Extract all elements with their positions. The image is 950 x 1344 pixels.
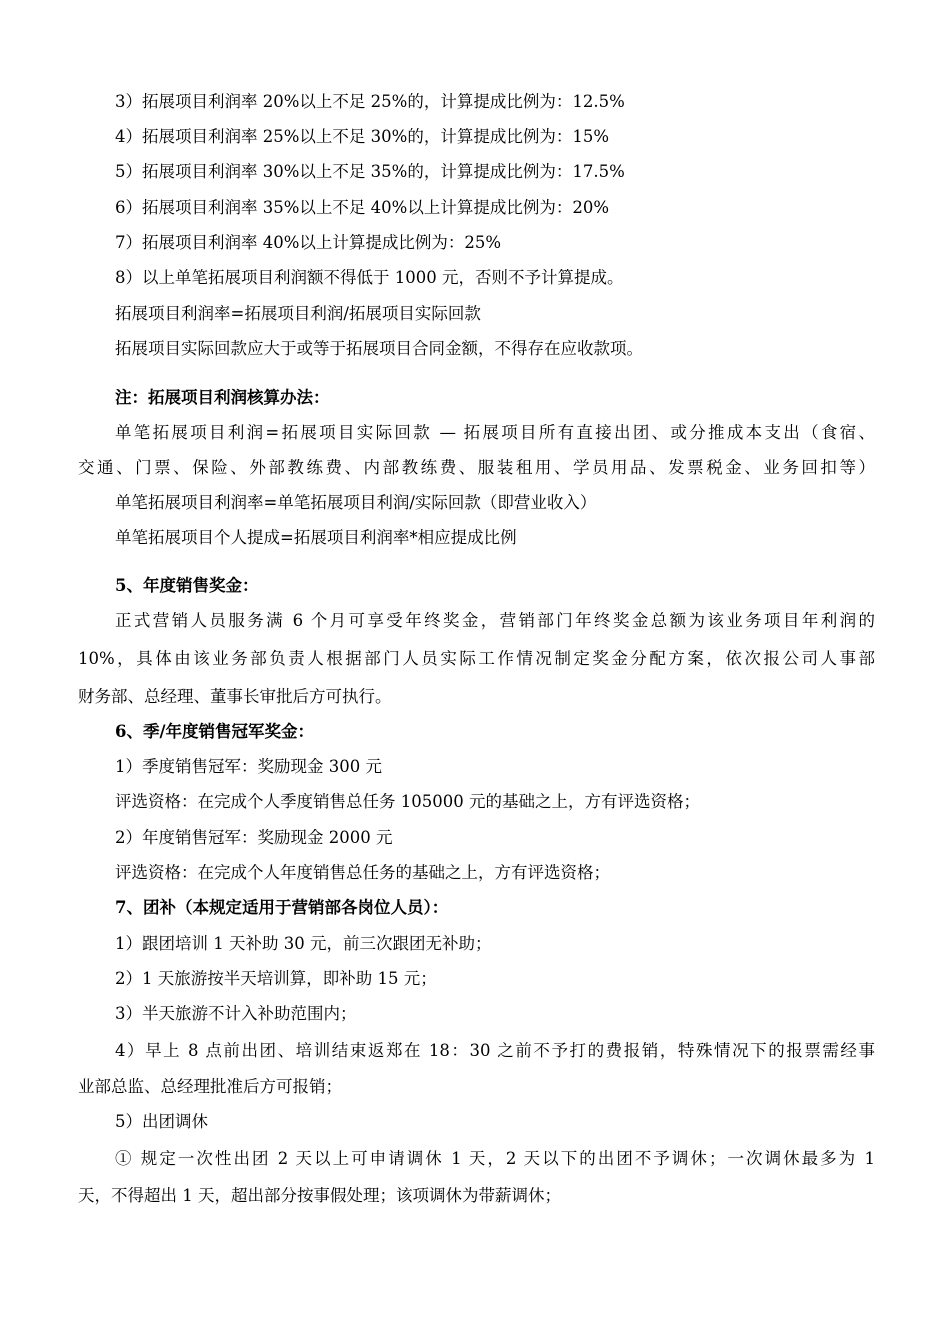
section7-item4-line2: 业部总监、总经理批准后方可报销； [78, 1077, 342, 1096]
section6-quarterly-eligibility: 评选资格：在完成个人季度销售总任务 105000 元的基础之上，方有评选资格； [115, 792, 700, 811]
section7-item5: 5）出团调休 [115, 1112, 208, 1131]
section5-heading: 5、年度销售奖金： [115, 576, 259, 595]
section6-annual-eligibility: 评选资格：在完成个人年度销售总任务的基础之上，方有评选资格； [115, 863, 610, 882]
section5-line1: 正式营销人员服务满 6 个月可享受年终奖金，营销部门年终奖金总额为该业务项目年利润的 [115, 611, 875, 630]
payment-requirement: 拓展项目实际回款应大于或等于拓展项目合同金额，不得存在应收款项。 [115, 339, 643, 358]
note-heading: 注：拓展项目利润核算办法： [115, 388, 330, 407]
section7-heading: 7、团补（本规定适用于营销部各岗位人员）： [115, 898, 449, 917]
rate-item-3: 3）拓展项目利润率 20%以上不足 25%的，计算提成比例为：12.5% [115, 92, 625, 111]
section6-annual-champion: 2）年度销售冠军：奖励现金 2000 元 [115, 828, 393, 847]
rate-item-5: 5）拓展项目利润率 30%以上不足 35%的，计算提成比例为：17.5% [115, 162, 625, 181]
section7-item1: 1）跟团培训 1 天补助 30 元，前三次跟团无补助； [115, 934, 492, 953]
section7-item3: 3）半天旅游不计入补助范围内； [115, 1004, 357, 1023]
note-rate-formula: 单笔拓展项目利润率=单笔拓展项目利润/实际回款（即营业收入） [115, 493, 597, 512]
section7-item6-line1: ① 规定一次性出团 2 天以上可申请调休 1 天，2 天以下的出团不予调休；一次调休最多为 1 [115, 1149, 875, 1168]
rate-item-4: 4）拓展项目利润率 25%以上不足 30%的，计算提成比例为：15% [115, 127, 610, 146]
note-commission-formula: 单笔拓展项目个人提成=拓展项目利润率*相应提成比例 [115, 528, 517, 547]
note-profit-formula-line2: 交通、门票、保险、外部教练费、内部教练费、服装租用、学员用品、发票税金、业务回扣等） [78, 458, 875, 477]
rate-item-7: 7）拓展项目利润率 40%以上计算提成比例为：25% [115, 233, 502, 252]
section6-quarterly-champion: 1）季度销售冠军：奖励现金 300 元 [115, 757, 382, 776]
section5-line2: 10%，具体由该业务部负责人根据部门人员实际工作情况制定奖金分配方案，依次报公司人事部 [78, 649, 875, 668]
section7-item6-line2: 天，不得超出 1 天，超出部分按事假处理；该项调休为带薪调休； [78, 1186, 561, 1205]
section7-item4-line1: 4）早上 8 点前出团、培训结束返郑在 18：30 之前不予打的费报销，特殊情况下的报票需经事 [115, 1041, 875, 1060]
section7-item2: 2）1 天旅游按半天培训算，即补助 15 元； [115, 969, 437, 988]
section6-heading: 6、季/年度销售冠军奖金： [115, 722, 315, 741]
rate-item-6: 6）拓展项目利润率 35%以上不足 40%以上计算提成比例为：20% [115, 198, 610, 217]
profit-rate-formula: 拓展项目利润率=拓展项目利润/拓展项目实际回款 [115, 304, 481, 323]
note-profit-formula-line1: 单笔拓展项目利润=拓展项目实际回款 — 拓展项目所有直接出团、或分推成本支出（食宿、 [115, 423, 875, 442]
section5-line3: 财务部、总经理、董事长审批后方可执行。 [78, 687, 392, 706]
rate-item-8: 8）以上单笔拓展项目利润额不得低于 1000 元，否则不予计算提成。 [115, 268, 624, 287]
